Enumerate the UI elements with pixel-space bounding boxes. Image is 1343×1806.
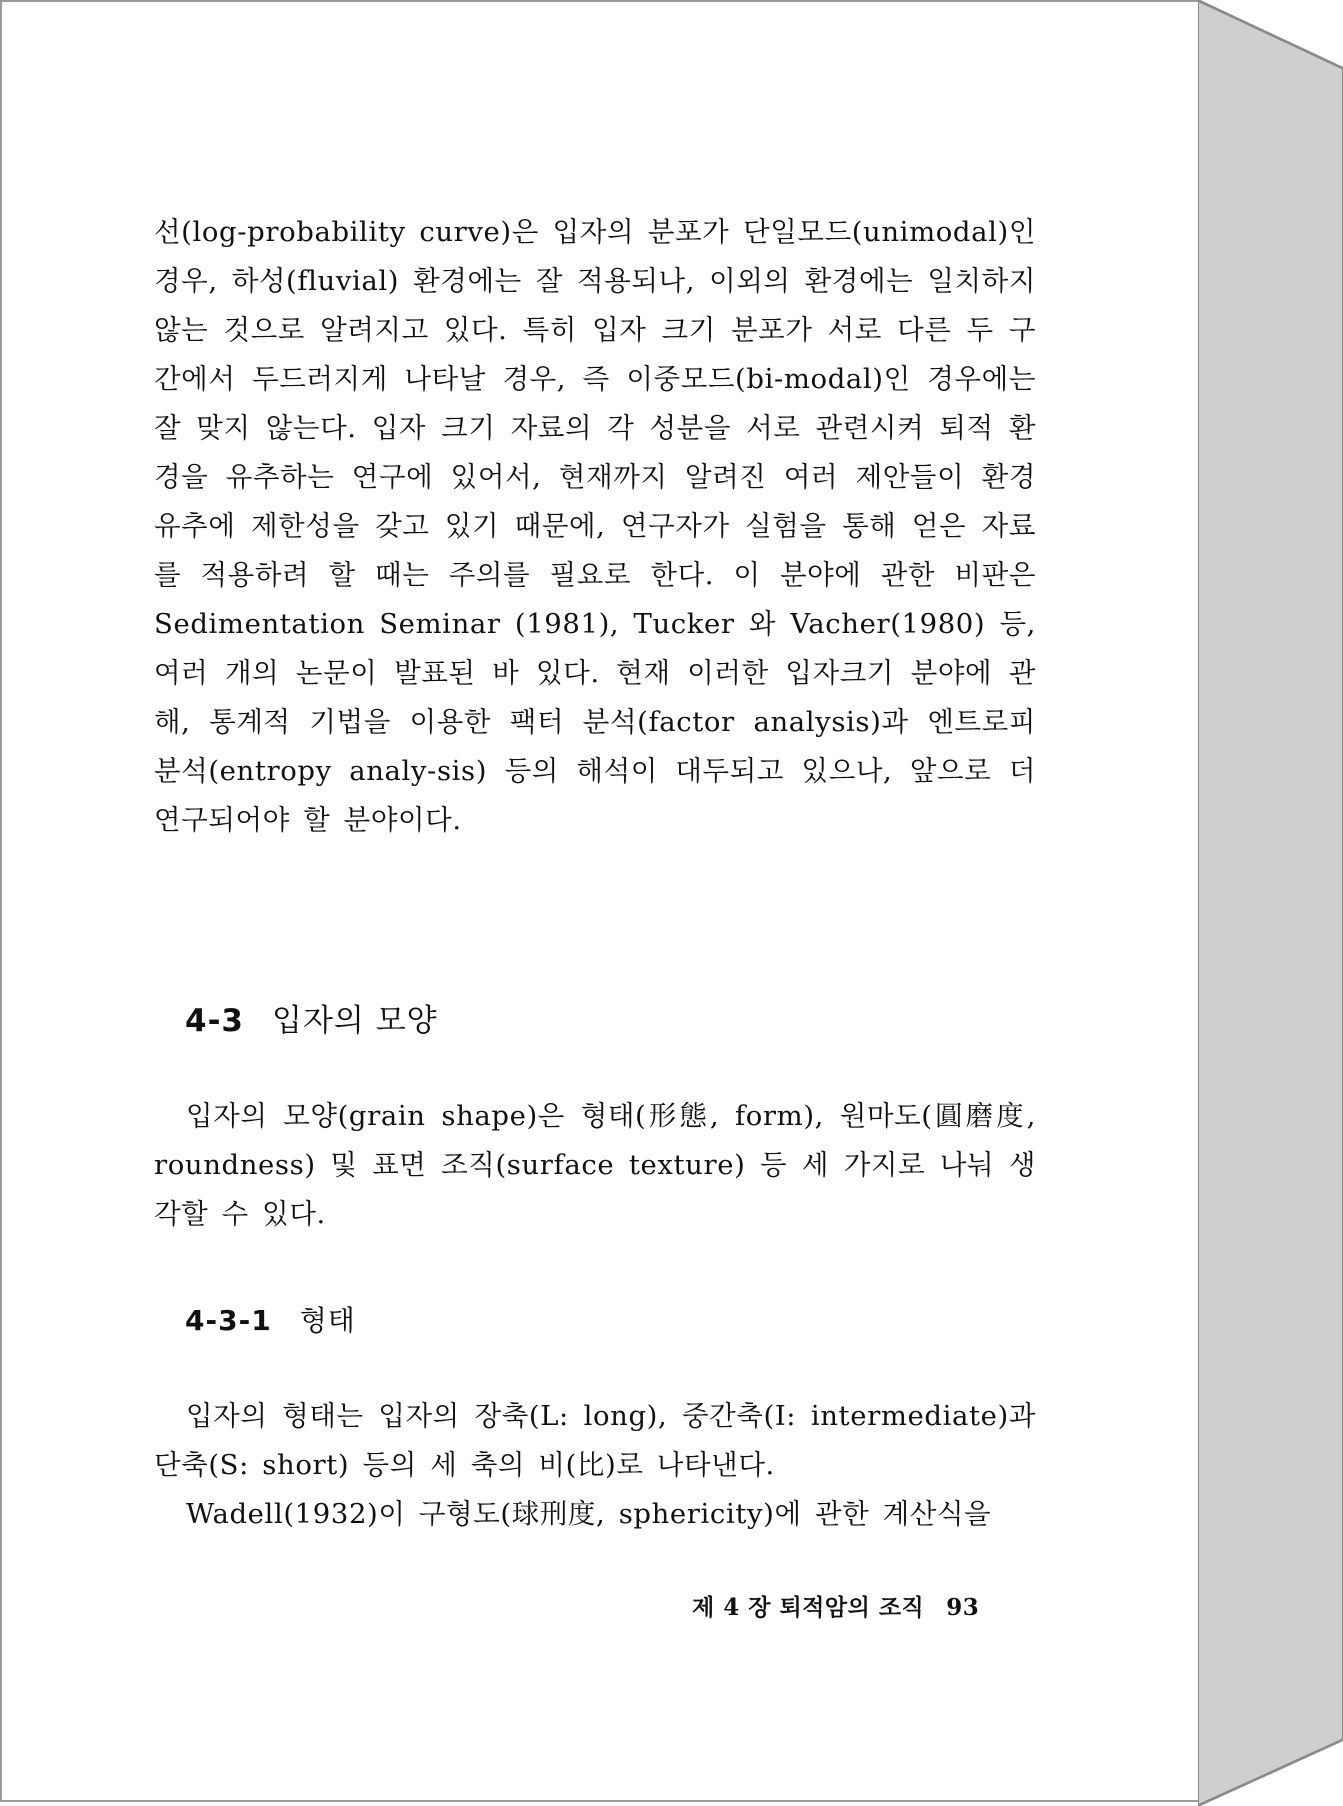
- page-number: 93: [946, 1594, 980, 1621]
- body-paragraph-3: 입자의 형태는 입자의 장축(L: long), 중간축(I: intermediate)과 단축(S: short) 등의 세 축의 비(比)로 나타낸다.: [154, 1400, 1036, 1481]
- body-paragraph-1: 선(log-probability curve)은 입자의 분포가 단일모드(unimodal)인 경우, 하성(fluvial) 환경에는 잘 적용되나, 이외의 환경에는 일치하지 않는 것으로 알려지고 있다. 특히 입자 크기 분포가 서로 다른 두 구간에서 두드러지게 나타날 경우, 즉 이중모드(bi-modal)인 경우에는 잘 맞지 않는다. 입자 크기 자료의 각 성분을 서로 관련시켜 퇴적 환경을 유추하는 연구에 있어서, 현재까지 알려진 여러 제안들이 환경 유추에 제한성을 갖고 있기 때문에, 연구자가 실험을 통해 얻은 자료를 적용하려 할 때는 주의를 필요로 한다. 이 분야에 관한 비판은 Sedimentation Seminar (1981), Tucker 와 Vacher(1980) 등, 여러 개의 논문이 발표된 바 있다. 현재 이러한 입자크기 분야에 관해, 통계적 기법을 이용한 팩터 분석(factor analysis)과 엔트로피 분석(entropy analy-sis) 등의 해석이 대두되고 있으나, 앞으로 더 연구되어야 할 분야이다.: [154, 216, 1036, 836]
- body-paragraph-2: 입자의 모양(grain shape)은 형태(形態, form), 원마도(圓磨度, roundness) 및 표면 조직(surface texture) 등 세 가지로 나눠 생각할 수 있다.: [154, 1100, 1036, 1230]
- chapter-label: 제 4 장 퇴적암의 조직: [692, 1594, 925, 1621]
- section-heading: [185, 996, 438, 1046]
- subsection-number: 4-3-1: [185, 1304, 272, 1337]
- subsection-heading: [185, 1298, 356, 1344]
- subsection-title: 형태: [299, 1304, 356, 1337]
- body-paragraph-1-container: [154, 208, 1036, 845]
- body-paragraph-4: Wadell(1932)이 구형도(球刑度, sphericity)에 관한 계산식을: [186, 1498, 992, 1530]
- section-number: 4-3: [185, 1003, 245, 1039]
- page-footer: [692, 1590, 1012, 1626]
- book-spine: [1198, 0, 1343, 1806]
- book-spine-graphic: [1198, 0, 1343, 1806]
- body-paragraph-3-container: [154, 1392, 1036, 1539]
- body-paragraph-2-container: [154, 1092, 1036, 1239]
- section-title: 입자의 모양: [272, 1003, 438, 1039]
